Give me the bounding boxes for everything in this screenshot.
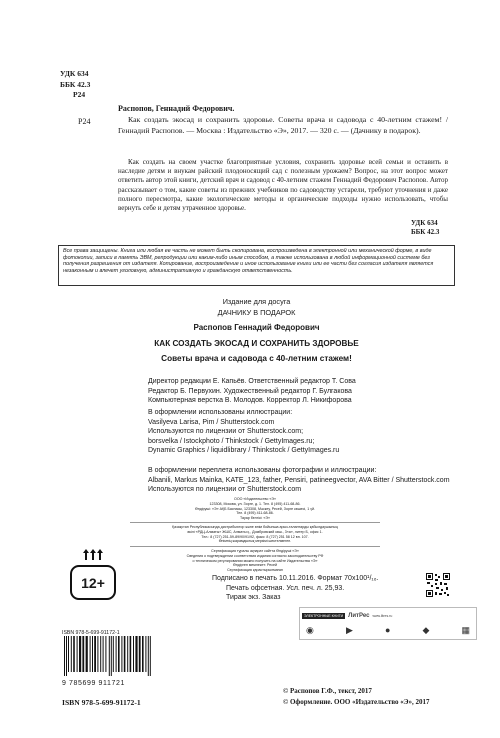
udk-code-bottom: УДК 634 — [411, 219, 438, 227]
apple-icon: ◆ — [422, 624, 430, 635]
publisher-line: Қазақстан Республикасында дистрибьютор және өнім бойынша арыз-талаптарды қабылдаушының — [172, 525, 338, 529]
credit-line: Компьютерная верстка В. Молодов. Корректор Л. Никифорова — [148, 397, 352, 405]
bibliographic-entry: Как создать экосад и сохранить здоровье. Советы врача и садовода с 40-летним стажем! / Геннадий Распопов. — Москва : Издательство «Э», 2017. — 320 с. — (Дачнику в подарок). — [118, 115, 448, 135]
print-info — [212, 574, 379, 603]
rights-notice: Все права защищены. Книга или любая ее часть не может быть скопирована, воспроизведена в электронной или механической форме, в виде фотокопии, записи в память ЭВМ, репродукции или каким-либо иным способом, а также использована в любой информационной системе без получения разрешения от издателя. Копирование, воспроизведение и иное использование книги или ее части без согласия издателя является незаконным и влечет уголовную, административную и гражданскую ответственность. — [58, 245, 455, 286]
publisher-block-2 — [130, 525, 380, 544]
litres-logo: ЛитРес — [348, 613, 370, 619]
publisher-line: Тел. 8 (495) 411-68-86. — [236, 511, 274, 516]
cover-line: Используются по лицензии от Shutterstock.com — [148, 486, 302, 494]
litres-url: www.litres.ru — [372, 614, 393, 618]
windows-icon: ▦ — [461, 624, 470, 635]
publisher-line: ООО «Издательство «Э» — [234, 497, 276, 501]
author-name: Распопов Геннадий Федорович — [193, 323, 320, 332]
android-icon: ● — [384, 625, 391, 635]
qr-code-icon — [426, 573, 450, 597]
publisher-line: өкілі «РДЦ-Алматы» ЖШС, Алматы қ., Домбровский көш., 3«а», литер Б, офис 1. — [187, 529, 323, 534]
publisher-line: 123308, Москва, ул. Зорге, д. 1. Тел. 8 (495) 411-68-86. — [209, 501, 301, 506]
isbn-small: ISBN 978-5-699-91172-1 — [62, 630, 120, 636]
age-rating-badge: 12+ — [70, 565, 116, 600]
credit-line: Редактор Б. Первухин. Художественный редактор Г. Булгакова — [148, 387, 352, 395]
publisher-line: Сертификация туралы ақпарат сайтта Өндіруші «Э» — [211, 549, 299, 553]
author-mark: Р24 — [73, 90, 86, 99]
app-store-icon: ◉ — [306, 624, 314, 635]
cover-line: В оформлении переплета использованы фотографии и иллюстрации: — [148, 467, 377, 474]
divider — [130, 546, 380, 547]
bbk-code: ББК 42.3 — [60, 79, 91, 89]
barcode — [62, 636, 176, 687]
author-heading: Распопов, Геннадий Федорович. — [118, 104, 235, 113]
publisher-line: Сертификация қарастырылмаған — [227, 568, 283, 573]
annotation: Как создать на своем участке благоприятные условия, сохранить здоровье всей семьи и оставить в наследие детям и внукам райский плодоносящий сад с полезным урожаем? Вопрос, на этот вопрос может ответить автор этой книги, детский врач и садовод с 40-летним стажем Геннадий Федорович Распопов. Автор рассказывает о том, какие советы из прежних учебников по садоводству устарели, требуют уточнения и даже полного пересмотра, какие экологические методы и органические подходы нужно использовать, чтобы вернуть себе и детям утраченное здоровье. — [118, 158, 448, 213]
print-line: Печать офсетная. Усл. печ. л. 25,93. — [226, 584, 345, 592]
illustration-line: Dynamic Graphics / liquidlibrary / Thinkstock / GettyImages.ru — [148, 447, 340, 455]
google-play-icon: ▶ — [345, 624, 353, 635]
series-name: ДАЧНИКУ В ПОДАРОК — [217, 308, 296, 317]
publisher-line: о техническом регулировании можно получить на сайте Издательства «Э» — [192, 558, 318, 563]
partner-strip — [299, 607, 477, 640]
publisher-line: Тауар белгісі: «Э» — [239, 516, 271, 521]
barcode-bars — [62, 636, 176, 676]
barcode-digits: 9 785699 911721 — [62, 680, 125, 687]
print-line: Тираж экз. Заказ — [226, 594, 281, 601]
illustration-line: borsvelka / Istockphoto / Thinkstock / GettyImages.ru; — [148, 437, 315, 445]
bbk-code-bottom: ББК 42.3 — [411, 228, 440, 236]
copyright-line: © Распопов Г.Ф., текст, 2017 — [283, 687, 372, 695]
illustration-line: В оформлении использованы иллюстрации: — [148, 409, 293, 416]
udk-bottom — [411, 219, 439, 237]
udk-block — [60, 69, 90, 101]
divider — [130, 522, 380, 523]
isbn-large: ISBN 978-5-699-91172-1 — [62, 698, 141, 707]
publisher-line: Өндіруші: «Э» АҚБ Баспасы, 123308, Мәскеу, Ресей, Зорге көшесі, 1 үй. — [194, 506, 316, 511]
copyright-line: © Оформление. ООО «Издательство «Э», 2017 — [283, 698, 430, 706]
copyright-block — [283, 686, 430, 708]
illustration-line: Vasilyeva Larisa, Pim / Shutterstock.com — [148, 418, 275, 426]
ebook-label: ЭЛЕКТРОННЫЕ КНИГИ — [304, 614, 344, 618]
cover-credits — [148, 466, 450, 495]
edition-type: Издание для досуга — [222, 297, 291, 306]
illustration-line: Используются по лицензии от Shutterstock.com; — [148, 428, 304, 436]
publisher-line: Өндірген мемлекет: Ресей — [232, 563, 278, 568]
side-code: Р24 — [78, 117, 91, 126]
cover-line: Albanili, Markus Mainka, KATE_123, father, Pensiri, patineegvector, AVA Bitter / Shutterstock.com — [148, 476, 450, 484]
publisher-line: Сведения о подтверждении соответствия издания согласно законодательству РФ — [186, 553, 324, 558]
book-subtitle: Советы врача и садовода с 40-летним стажем! — [161, 354, 352, 363]
publisher-block-1 — [130, 497, 380, 521]
credit-line: Директор редакции Е. Капьёв. Ответственный редактор Т. Сова — [148, 378, 356, 385]
publisher-line: Тел.: 8 (727) 251-59-89/90/91/92, факс: 8 (727) 251 58 12 вн. 107. — [201, 534, 309, 539]
illustration-credits — [148, 408, 339, 456]
print-line: Подписано в печать 10.11.2016. Формат 70x100¹/₁₆. — [212, 575, 379, 582]
editorial-credits — [148, 377, 356, 406]
book-title: КАК СОЗДАТЬ ЭКОСАД И СОХРАНИТЬ ЗДОРОВЬЕ — [154, 339, 359, 348]
recycle-arrows-icon — [82, 549, 104, 563]
udk-code: УДК 634 — [60, 69, 89, 78]
publisher-block-3 — [130, 549, 380, 573]
publisher-line: Өнімнің жарамдылық мерзімі шектелмеген. — [218, 539, 292, 544]
